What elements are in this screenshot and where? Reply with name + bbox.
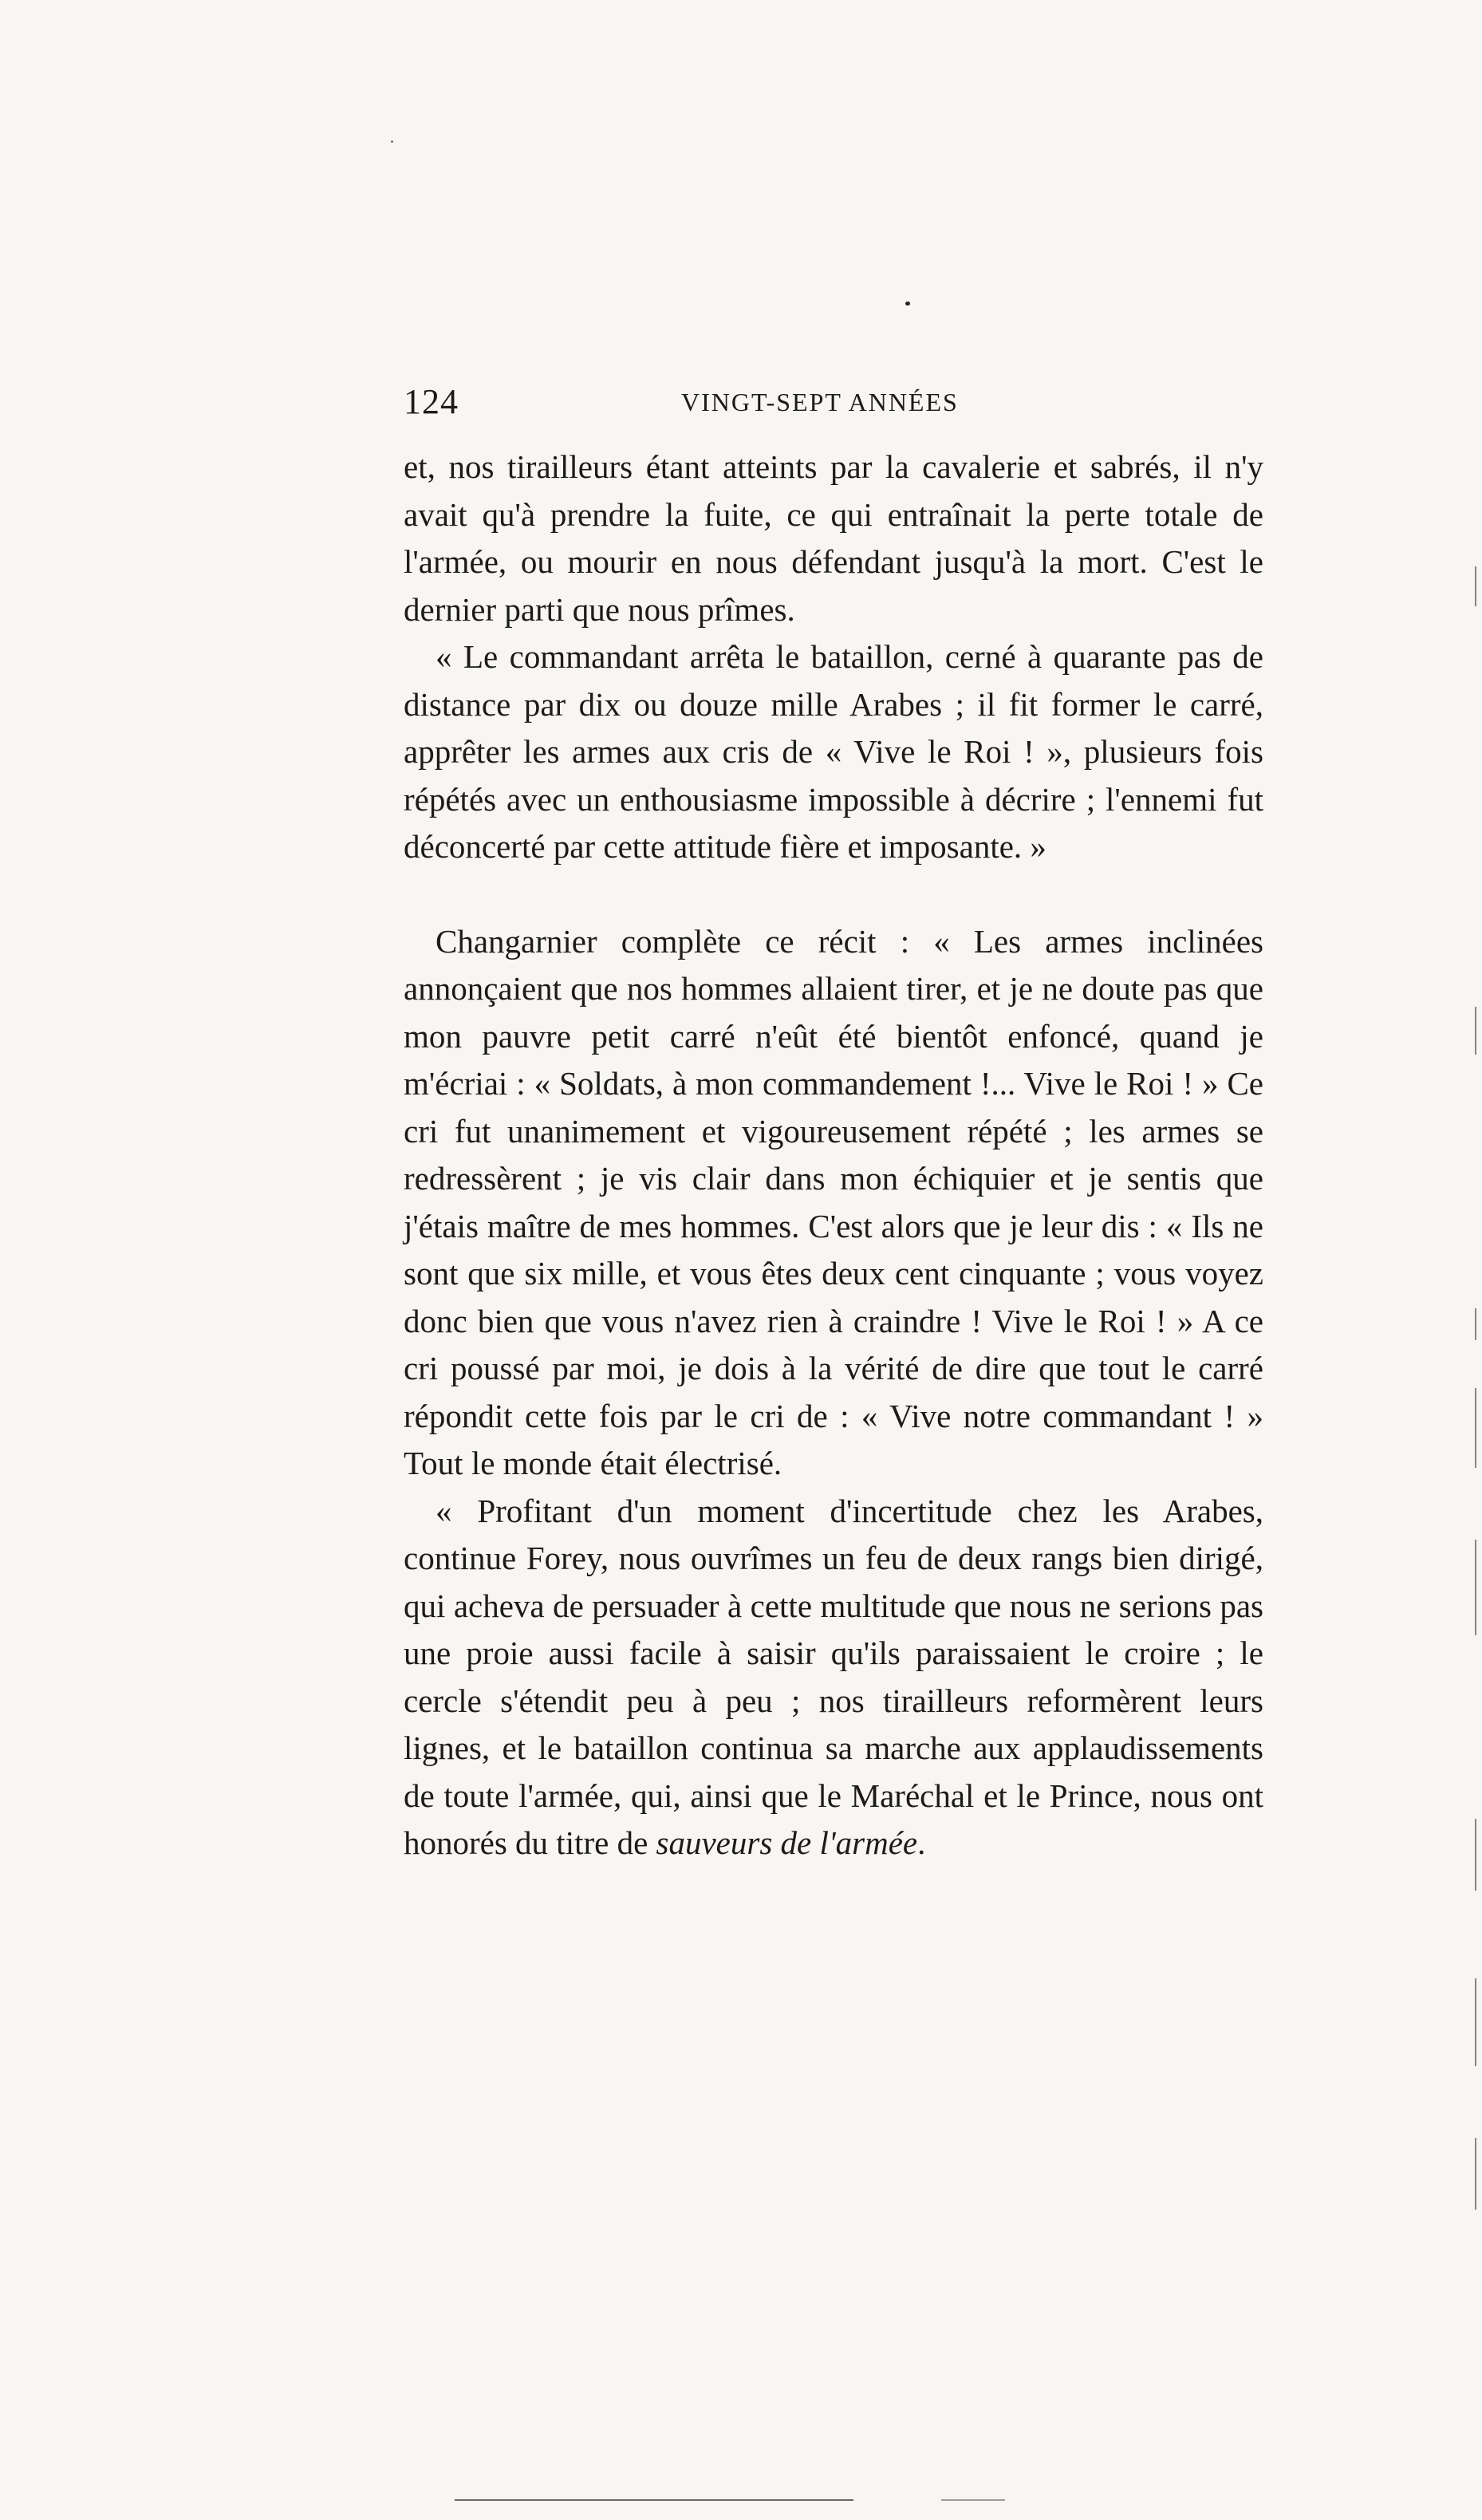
margin-line [1475,566,1476,606]
page-header [404,381,1263,429]
margin-line [1475,2138,1476,2210]
margin-line [1475,1007,1476,1055]
bottom-rule [455,2499,853,2501]
margin-line [1475,1308,1476,1340]
bottom-rule [941,2499,1005,2501]
page-number: 124 [404,382,459,421]
paragraph-3: Changarnier complète ce récit : « Les armes inclinées annonçaient que nos hommes allaient tirer, et je ne doute pas que mon pauvre petit carré n'eût été bientôt enfoncé, quand je m'écriai : « Soldats, à mon commandement !... Vive le Roi ! » Ce cri fut unanimement et vigoureusement répété ; les armes se redressèrent ; je vis clair dans mon échiquier et je sentis que j'étais maître de mes hommes. C'est alors que je leur dis : « Ils ne sont que six mille, et vous êtes deux cent cinquante ; vous voyez donc bien que vous n'avez rien à craindre ! Vive le Roi ! » A ce cri poussé par moi, je dois à la vérité de dire que tout le carré répondit cette fois par le cri de : « Vive notre commandant ! » Tout le monde était électrisé. [404,922,1263,1481]
scan-speck [391,140,393,143]
margin-line [1475,1388,1476,1468]
paragraph-4 [404,1488,1263,1867]
paragraph-1: et, nos tirailleurs étant atteints par la cavalerie et sabrés, il n'y avait qu'à prendre la fuite, ce qui entraînait la perte totale de l'armée, ou mourir en nous défendant jusqu'à la mort. C'est le dernier parti que nous prîmes. [404,448,1263,628]
italic-phrase: sauveurs de l'armée [656,1824,918,1861]
running-title: VINGT-SEPT ANNÉES [681,388,959,416]
margin-line [1475,1819,1476,1891]
paragraph-2: « Le commandant arrêta le bataillon, cerné à quarante pas de distance par dix ou douze mille Arabes ; il fit former le carré, apprêter les armes aux cris de « Vive le Roi ! », plusieurs fois répétés avec un enthousiasme impossible à décrire ; l'ennemi fut déconcerté par cette attitude fière et imposante. » [404,638,1263,865]
body-text [404,444,1263,1867]
scan-speck [905,302,910,306]
margin-line [1475,1978,1476,2066]
margin-line [1475,1540,1476,1635]
paragraph-4-end: . [917,1824,926,1861]
paragraph-4-text: « Profitant d'un moment d'incertitude chez les Arabes, continue Forey, nous ouvrîmes un feu de deux rangs bien dirigé, qui acheva de persuader à cette multitude que nous ne serions pas une proie aussi facile à saisir qu'ils paraissaient le croire ; le cercle s'étendit peu à peu ; nos tirailleurs reformèrent leurs lignes, et le bataillon continua sa marche aux applaudissements de toute l'armée, qui, ainsi que le Maréchal et le Prince, nous ont honorés du titre de [404,1492,1263,1861]
